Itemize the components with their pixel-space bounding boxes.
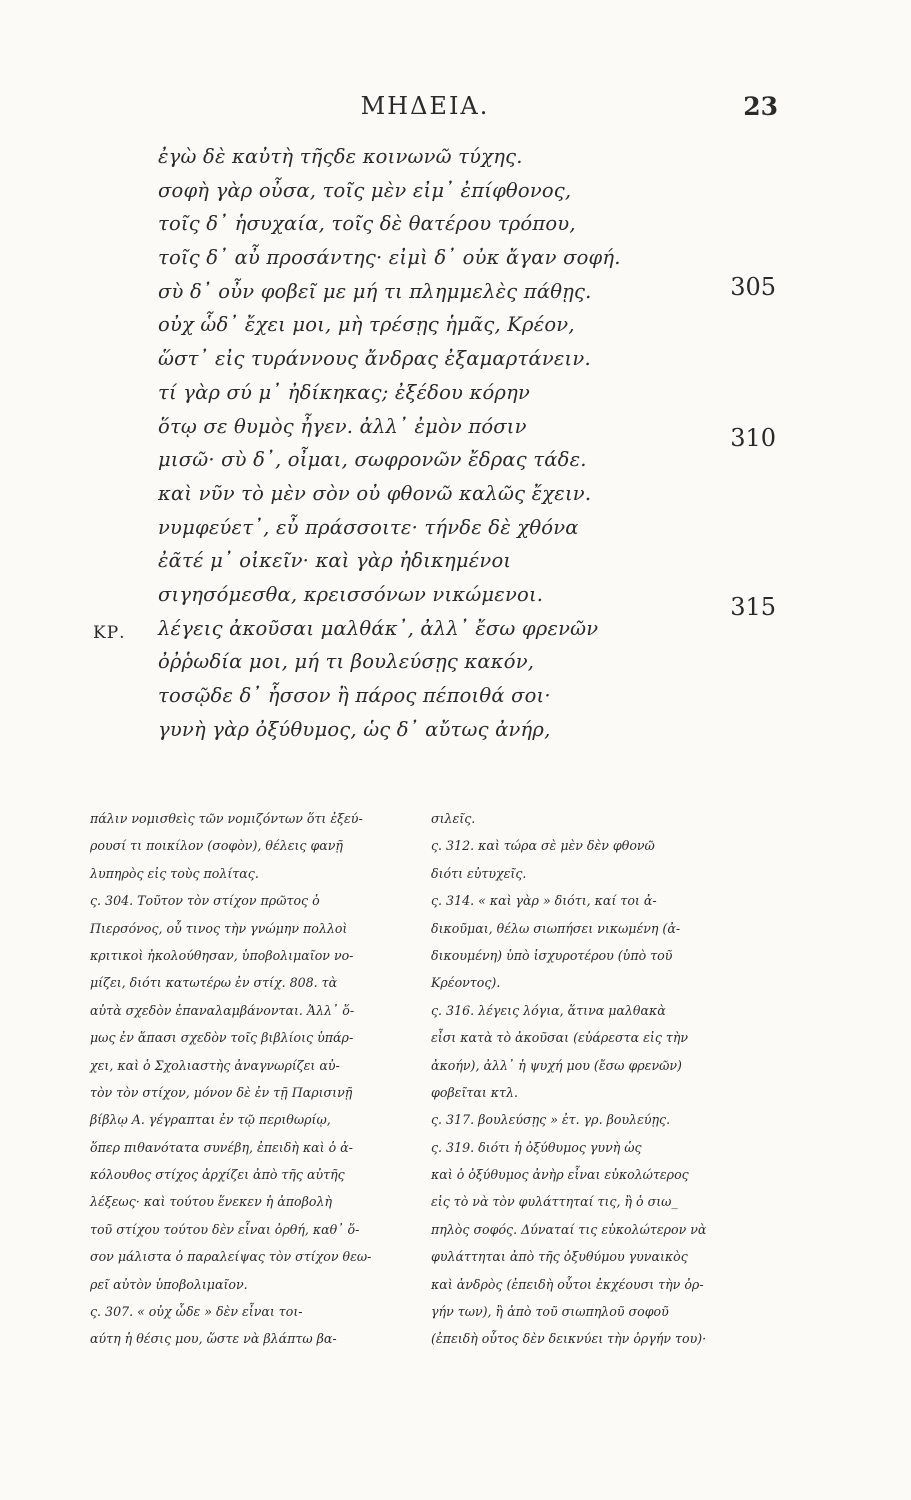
footnotes-left-column — [90, 805, 430, 1353]
verse-line: σιγησόμεσθα, κρεισσόνων νικώμενοι. — [158, 582, 544, 606]
page-header-title: ΜΗΔΕΙΑ. — [360, 92, 490, 120]
footnote-line: ς. 314. « καὶ γὰρ » διότι, καί τοι ἀ- — [431, 893, 657, 909]
footnote-line: ρουσί τι ποικίλον (σοφὸν), θέλεις φανῇ — [90, 838, 343, 854]
footnote-line: ἀκοήν), ἀλλ᾽ ἡ ψυχή μου (ἔσω φρενῶν) — [431, 1057, 682, 1073]
page-number: 23 — [743, 92, 778, 121]
footnote-line: Κρέοντος). — [431, 975, 501, 991]
footnote-line: τὸν τὸν στίχον, μόνον δὲ ἐν τῇ Παρισινῇ — [90, 1084, 353, 1100]
footnote-line: ρεῖ αὐτὸν ὑποβολιμαῖον. — [90, 1276, 248, 1292]
verse-line: λέγεις ἀκοῦσαι μαλθάκ᾽, ἀλλ᾽ ἔσω φρενῶν — [158, 616, 599, 640]
footnote-line: φοβεῖται κτλ. — [431, 1084, 519, 1100]
verse-line: τοῖς δ᾽ ἡσυχαία, τοῖς δὲ θατέρου τρόπου, — [158, 212, 576, 236]
footnote-line: κόλουθος στίχος ἀρχίζει ἀπὸ τῆς αὐτῆς — [90, 1167, 345, 1183]
verse-text — [158, 140, 628, 746]
footnote-line: ς. 319. διότι ἡ ὀξύθυμος γυνὴ ὡς — [431, 1139, 642, 1155]
verse-line: ὥστ᾽ εἰς τυράννους ἄνδρας ἐξαμαρτάνειν. — [158, 347, 591, 371]
footnote-line: γήν των), ἢ ἀπὸ τοῦ σιωπηλοῦ σοφοῦ — [431, 1304, 669, 1320]
footnote-line: ς. 312. καὶ τώρα σὲ μὲν δὲν φθονῶ — [431, 838, 655, 854]
footnote-line: φυλάττηται ἀπὸ τῆς ὀξυθύμου γυναικὸς — [431, 1249, 688, 1265]
footnote-line: πάλιν νομισθεὶς τῶν νομιζόντων ὅτι ἐξεύ- — [90, 811, 363, 826]
footnote-line: λέξεως· καὶ τούτου ἕνεκεν ἡ ἀποβολὴ — [90, 1194, 333, 1210]
footnote-line: ς. 316. λέγεις λόγια, ἅτινα μαλθακὰ — [431, 1002, 666, 1018]
footnote-line: κριτικοὶ ἠκολούθησαν, ὑποβολιμαῖον νο- — [90, 947, 354, 963]
verse-line: νυμφεύετ᾽, εὖ πράσσοιτε· τήνδε δὲ χθόνα — [158, 515, 579, 539]
footnotes-right-column — [431, 805, 771, 1353]
footnote-line: καὶ ὁ ὀξύθυμος ἀνὴρ εἶναι εὐκολώτερος — [431, 1167, 689, 1183]
verse-line: μισῶ· σὺ δ᾽, οἶμαι, σωφρονῶν ἔδρας τάδε. — [158, 448, 587, 472]
footnote-line: λυπηρὸς εἰς τοὺς πολίτας. — [90, 865, 259, 881]
footnote-line: μως ἐν ἅπασι σχεδὸν τοῖς βιβλίοις ὑπάρ- — [90, 1030, 354, 1046]
footnote-line: ς. 307. « οὐχ ὧδε » δὲν εἶναι τοι- — [90, 1304, 303, 1320]
verse-line: τοῖς δ᾽ αὖ προσάντης· εἰμὶ δ᾽ οὐκ ἄγαν σοφή. — [158, 246, 621, 270]
verse-line: ἐγὼ δὲ καὐτὴ τῆςδε κοινωνῶ τύχης. — [158, 145, 523, 168]
verse-line: ὅτῳ σε θυμὸς ἦγεν. ἀλλ᾽ ἐμὸν πόσιν — [158, 414, 527, 438]
footnote-line: εἰς τὸ νὰ τὸν φυλάττηταί τις, ἢ ὁ σιω_ — [431, 1194, 678, 1210]
footnote-line: διότι εὐτυχεῖς. — [431, 865, 527, 881]
footnote-line: Πιερσόνος, οὗ τινος τὴν γνώμην πολλοὶ — [90, 920, 348, 936]
verse-line: σοφὴ γὰρ οὖσα, τοῖς μὲν εἰμ᾽ ἐπίφθονος, — [158, 178, 572, 202]
footnote-line: δικοῦμαι, θέλω σιωπήσει νικωμένη (ἀ- — [431, 920, 681, 936]
footnote-line: αὐτὰ σχεδὸν ἐπαναλαμβάνονται. Ἀλλ᾽ ὅ- — [90, 1002, 355, 1018]
footnote-line: σον μάλιστα ὁ παραλείψας τὸν στίχον θεω- — [90, 1249, 372, 1265]
footnote-line: βίβλῳ Α. γέγραπται ἐν τῷ περιθωρίῳ, — [90, 1112, 331, 1128]
footnote-line: τοῦ στίχου τούτου δὲν εἶναι ὀρθή, καθ᾽ ὅ- — [90, 1221, 360, 1237]
footnote-line: εἶσι κατὰ τὸ ἀκοῦσαι (εὐάρεστα εἰς τὴν — [431, 1030, 689, 1046]
verse-line: τοσῷδε δ᾽ ἧσσον ἢ πάρος πέποιθά σοι· — [158, 684, 551, 707]
footnote-line: σιλεῖς. — [431, 811, 476, 826]
footnote-line: χει, καὶ ὁ Σχολιαστὴς ἀναγνωρίζει αὐ- — [90, 1057, 340, 1073]
footnote-line: μίζει, διότι κατωτέρω ἐν στίχ. 808. τὰ — [90, 975, 338, 991]
verse-line: τί γὰρ σύ μ᾽ ἠδίκηκας; ἐξέδου κόρην — [158, 380, 531, 404]
footnote-line: καὶ ἀνδρὸς (ἐπειδὴ οὗτοι ἐκχέουσι τὴν ὀρ- — [431, 1276, 704, 1292]
footnote-line: ὅπερ πιθανότατα συνέβη, ἐπειδὴ καὶ ὁ ἀ- — [90, 1139, 353, 1155]
verse-line: γυνὴ γὰρ ὀξύθυμος, ὡς δ᾽ αὔτως ἀνήρ, — [158, 717, 551, 741]
footnote-line: αύτη ἡ θέσις μου, ὥστε νὰ βλάπτω βα- — [90, 1331, 337, 1347]
footnote-line: ς. 304. Τοῦτον τὸν στίχον πρῶτος ὁ — [90, 893, 320, 909]
speaker-label: ΚΡ. — [93, 623, 126, 643]
verse-line: σὺ δ᾽ οὖν φοβεῖ με μή τι πλημμελὲς πάθῃς. — [158, 279, 592, 303]
line-number-305: 305 — [730, 273, 776, 301]
footnote-line: (ἐπειδὴ οὗτος δὲν δεικνύει τὴν ὀργήν του)· — [431, 1331, 707, 1347]
verse-line: οὐχ ὧδ᾽ ἔχει μοι, μὴ τρέσῃς ἡμᾶς, Κρέον, — [158, 313, 575, 337]
verse-line: καὶ νῦν τὸ μὲν σὸν οὐ φθονῶ καλῶς ἔχειν. — [158, 481, 592, 505]
verse-line: ὀῤῥωδία μοι, μή τι βουλεύσῃς κακόν, — [158, 650, 535, 674]
verse-line: ἐᾶτέ μ᾽ οἰκεῖν· καὶ γὰρ ἠδικημένοι — [158, 549, 512, 573]
footnote-line: πηλὸς σοφός. Δύναταί τις εὐκολώτερον νὰ — [431, 1221, 707, 1237]
footnote-line: ς. 317. βουλεύσῃς » ἐτ. γρ. βουλεύῃς. — [431, 1112, 671, 1128]
footnote-line: δικουμένη) ὑπὸ ἰσχυροτέρου (ὑπὸ τοῦ — [431, 947, 673, 963]
line-number-315: 315 — [730, 593, 776, 621]
line-number-310: 310 — [730, 424, 776, 452]
